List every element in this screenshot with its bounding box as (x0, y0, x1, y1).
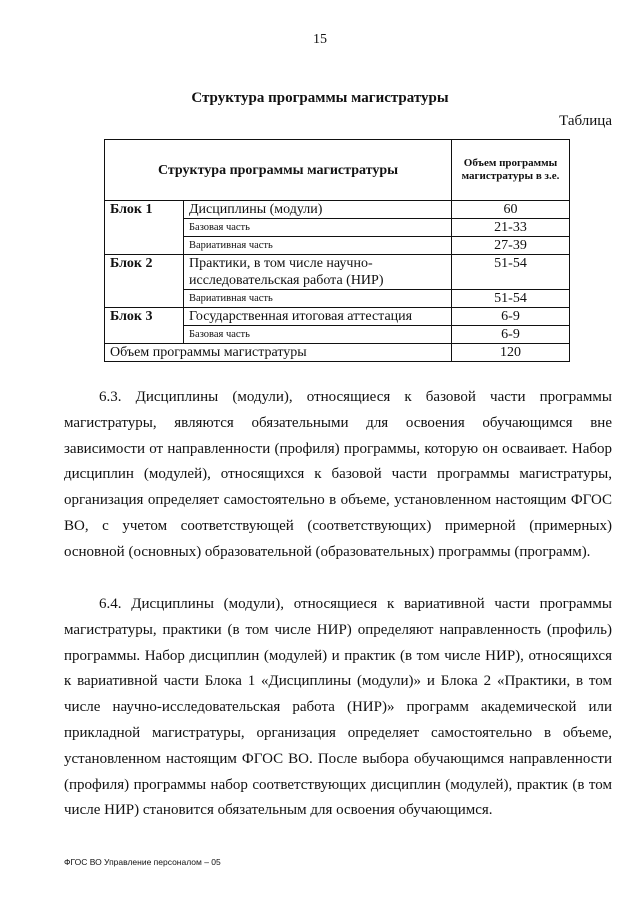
row-value: 51-54 (452, 255, 570, 290)
total-value: 120 (452, 344, 570, 362)
page-footer: ФГОС ВО Управление персоналом – 05 (64, 857, 221, 867)
table-title: Структура программы магистратуры (191, 90, 449, 106)
row-value: 51-54 (452, 290, 570, 308)
total-label: Объем программы магистратуры (105, 344, 452, 362)
row-name: Базовая часть (184, 219, 452, 237)
block-label: Блок 3 (105, 308, 184, 344)
paragraph-6-3 (64, 385, 612, 566)
row-value: 27-39 (452, 237, 570, 255)
table-total-row (105, 344, 570, 362)
page-number: 15 (313, 32, 327, 47)
row-name: Дисциплины (модули) (184, 201, 452, 219)
row-name: Вариативная часть (184, 290, 452, 308)
row-value: 60 (452, 201, 570, 219)
row-value: 6-9 (452, 308, 570, 326)
table-header-row (105, 140, 570, 201)
row-name: Государственная итоговая аттестация (184, 308, 452, 326)
row-value: 6-9 (452, 326, 570, 344)
row-name: Вариативная часть (184, 237, 452, 255)
table-row (105, 255, 570, 290)
table-caption: Таблица (559, 113, 612, 129)
program-structure-table (104, 139, 570, 362)
table-row (105, 201, 570, 219)
row-name: Базовая часть (184, 326, 452, 344)
block-label: Блок 1 (105, 201, 184, 255)
paragraph-text: 6.4. Дисциплины (модули), относящиеся к вариативной части программы магистратуры, практики (в том числе НИР) определяют направленность (профиль) программы. Набор дисциплин (модулей) и практик (в том числе НИР), относящихся к вариативной части Блока 1 «Дисциплины (модули)» и Блока 2 «Практики, в том числе научно-исследовательская работа (НИР)» программ академической или прикладной магистратуры, организация определяет самостоятельно в объеме, установленном настоящим ФГОС ВО. После выбора обучающимся направленности (профиля) программы набор соответствующих дисциплин (модулей), практик (в том числе НИР) становится обязательным для освоения обучающимся. (64, 596, 612, 819)
header-volume: Объем программы магистратуры в з.е. (452, 140, 570, 201)
header-structure: Структура программы магистратуры (105, 140, 452, 201)
paragraph-6-4 (64, 592, 612, 824)
row-value: 21-33 (452, 219, 570, 237)
paragraph-text: 6.3. Дисциплины (модули), относящиеся к базовой части программы магистратуры, являются обязательными для освоения обучающимся вне зависимости от направленности (профиля) программы, которую он осваивает. Набор дисциплин (модулей), относящихся к базовой части программы магистратуры, организация определяет самостоятельно в объеме, установленном настоящим ФГОС ВО, с учетом соответствующей (соответствующих) примерной (примерных) основной (основных) образовательной (образовательных) программы (программ). (64, 389, 612, 560)
row-name: Практики, в том числе научно-исследовательская работа (НИР) (184, 255, 452, 290)
block-label: Блок 2 (105, 255, 184, 308)
table-row (105, 308, 570, 326)
